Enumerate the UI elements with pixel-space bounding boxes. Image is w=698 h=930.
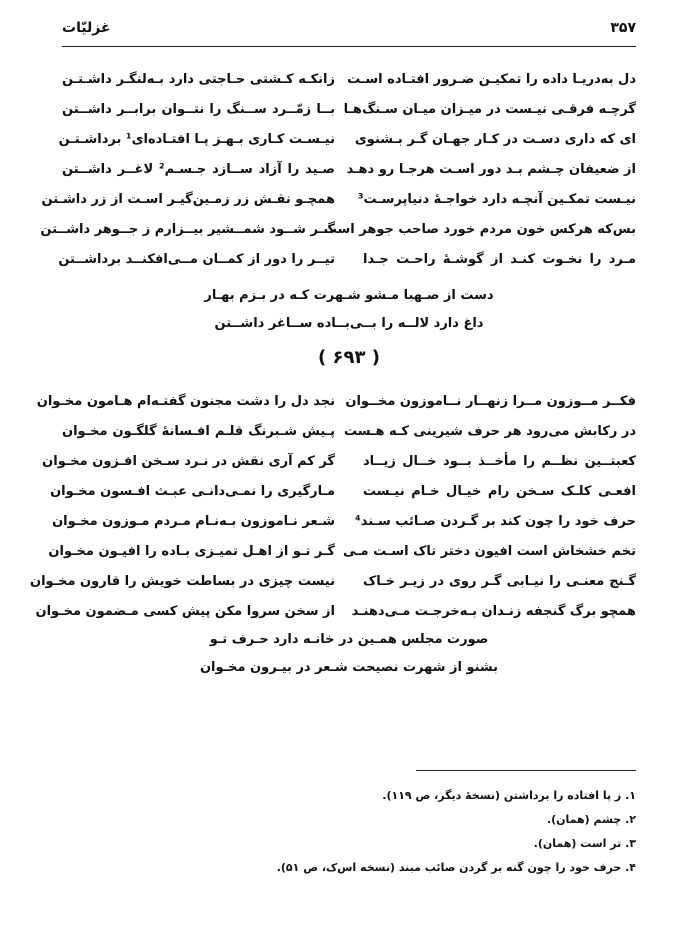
couplet: [48, 536, 636, 566]
hemistich-left: نجد دل را دشت مجنون گفتـه‌ام هـامون مخـوان: [36, 393, 335, 409]
couplet: [62, 64, 636, 94]
hemistich-left: گـر تـو از اهـل تمیـزی بـاده را افیـون مخـوان: [48, 543, 335, 559]
hemistich-right: تخم خشخاش است افیون دختر تاک اسـت مـی: [342, 543, 636, 559]
hemistich-left: شـعر نـاموزون بـه‌نـام مـردم مـوزون مخـوان: [52, 513, 335, 529]
hemistich-right: ای که داری دسـت در کـار جهـان گـر بـشنوی: [354, 131, 636, 147]
page-header: [62, 16, 636, 40]
section-title: غزلیّات: [62, 20, 111, 36]
closing-line: دست از صـهبا مـشو شـهرت کـه در بـزم بهـار: [204, 288, 494, 303]
footnote-rule: [416, 770, 636, 771]
hemistich-left: گــر شــود شمــشیر بیــزارم ز جــوهر داشــتن: [40, 221, 335, 237]
hemistich-right: فکــر مــوزون مــرا زنهــار نــاموزون مخــوان: [345, 393, 636, 409]
hemistich-right: حرف خود را چون کند بر گـردن صـائب سـند⁴: [355, 513, 636, 529]
hemistich-left: پـیش شـبرنگ قلـم افـسانهٔ گلگـون مخـوان: [62, 423, 335, 439]
footnotes: [277, 784, 636, 880]
hemistich-left: همچـو نقـش زر زمـین‌گیـر اسـت از زر داشـتن: [41, 191, 335, 207]
couplet: [62, 416, 636, 446]
couplet: [40, 214, 636, 244]
hemistich-left: صـید را آزاد ســازد جـسـم² لاغــر داشــتن: [62, 161, 335, 177]
couplet: [62, 154, 636, 184]
hemistich-right: از ضعیفان چـشم بـد دور اسـت هرجـا رو دهـد: [346, 161, 636, 177]
couplet: [35, 596, 636, 626]
couplet: [42, 446, 636, 476]
closing-line: صورت مجلس همـین در خانـه دارد حـرف تـو: [209, 632, 489, 647]
hemistich-right: در رکابش می‌رود هر حرف شیرینی کـه هـست: [344, 423, 636, 439]
couplet: [58, 244, 636, 274]
page-number: ۳۵۷: [610, 20, 636, 36]
couplet: [41, 184, 636, 214]
hemistich-left: نیست چیزی در بساطت خویش را قارون مخـوان: [29, 573, 335, 589]
hemistich-left: گر کم آری نقش در نـرد سـخن افـزون مخـوان: [42, 453, 335, 469]
couplet: [62, 94, 636, 124]
poem-1-couplets: [40, 64, 636, 274]
hemistich-right: مـرد را نخـوت کنـد از گوشـهٔ راحـت جـدا: [363, 251, 636, 267]
hemistich-left: از سخن سروا مکن پیش کسی مـضمون مخـوان: [35, 603, 335, 619]
hemistich-left: بــا زمّــرد ســنگ را نتــوان برابــر داشــتن: [62, 101, 335, 117]
hemistich-right: افعـی کلـک سـخن رام خیـال خـام نیـست: [363, 483, 636, 499]
closing-line: بشنو از شهرت نصیحت شـعر در بیـرون مخـوان: [199, 660, 499, 675]
hemistich-right: دل به‌دریـا داده را تمکیـن ضـرور افتـاده اسـت: [347, 71, 636, 87]
header-rule: [62, 46, 636, 47]
hemistich-right: کعبتــین نظــم را مأخــذ بــود خــال زیــاد: [363, 453, 636, 469]
hemistich-left: تیــر را دور از کمــان مــی‌افکنــد برداشــتن: [58, 251, 335, 267]
hemistich-right: همچو برگ گنجفه زنـدان بـه‌خرجـت مـی‌دهنـد: [351, 603, 636, 619]
hemistich-right: گرچـه فرقـی نیـست در میـزان میـان سـنگ‌هـا: [343, 101, 636, 117]
hemistich-left: مـارگیری را نمـی‌دانـی عبـث افـسون مخـوان: [50, 483, 335, 499]
couplet: [29, 566, 636, 596]
ghazal-number: ( ۶۹۳ ): [318, 347, 380, 368]
poem-2-couplets: [29, 386, 636, 626]
hemistich-left: زانکـه کـشتی حـاجتی دارد بـه‌لنگـر داشـتـن: [62, 71, 335, 87]
couplet: [52, 506, 636, 536]
footnote: ۱. ز پا افتاده را برداشتن (نسخهٔ دیگر، ص ۱۱۹).: [382, 789, 636, 802]
footnote: ۴. حرف خود را چون گنه بر گردن صائب مبند (نسخه اس‌ک، ص ۵۱).: [276, 861, 636, 874]
hemistich-left: نیـسـت کـاری بـهـز پـا افتـاده‌ای¹ برداشـتـن: [58, 131, 335, 147]
poem-2-closing: [0, 626, 698, 682]
hemistich-right: بس‌که هرکس خون مردم خورد صاحب جوهر است: [323, 221, 636, 237]
footnote: ۲. چشم (همان).: [546, 813, 636, 826]
couplet: [50, 476, 636, 506]
closing-line: داغ دارد لالــه را بــی‌بــاده ســاغر داشــتن: [214, 316, 484, 331]
couplet: [36, 386, 636, 416]
footnote: ۳. تر است (همان).: [533, 837, 636, 850]
couplet: [58, 124, 636, 154]
hemistich-right: گـنج معنـی را نیـابی گـر روی در زیـر خـاک: [363, 573, 636, 589]
poem-1-closing: [0, 282, 698, 338]
hemistich-right: نیـست تمکـین آنچـه دارد خواجـهٔ دنیاپرسـت³: [357, 191, 636, 207]
